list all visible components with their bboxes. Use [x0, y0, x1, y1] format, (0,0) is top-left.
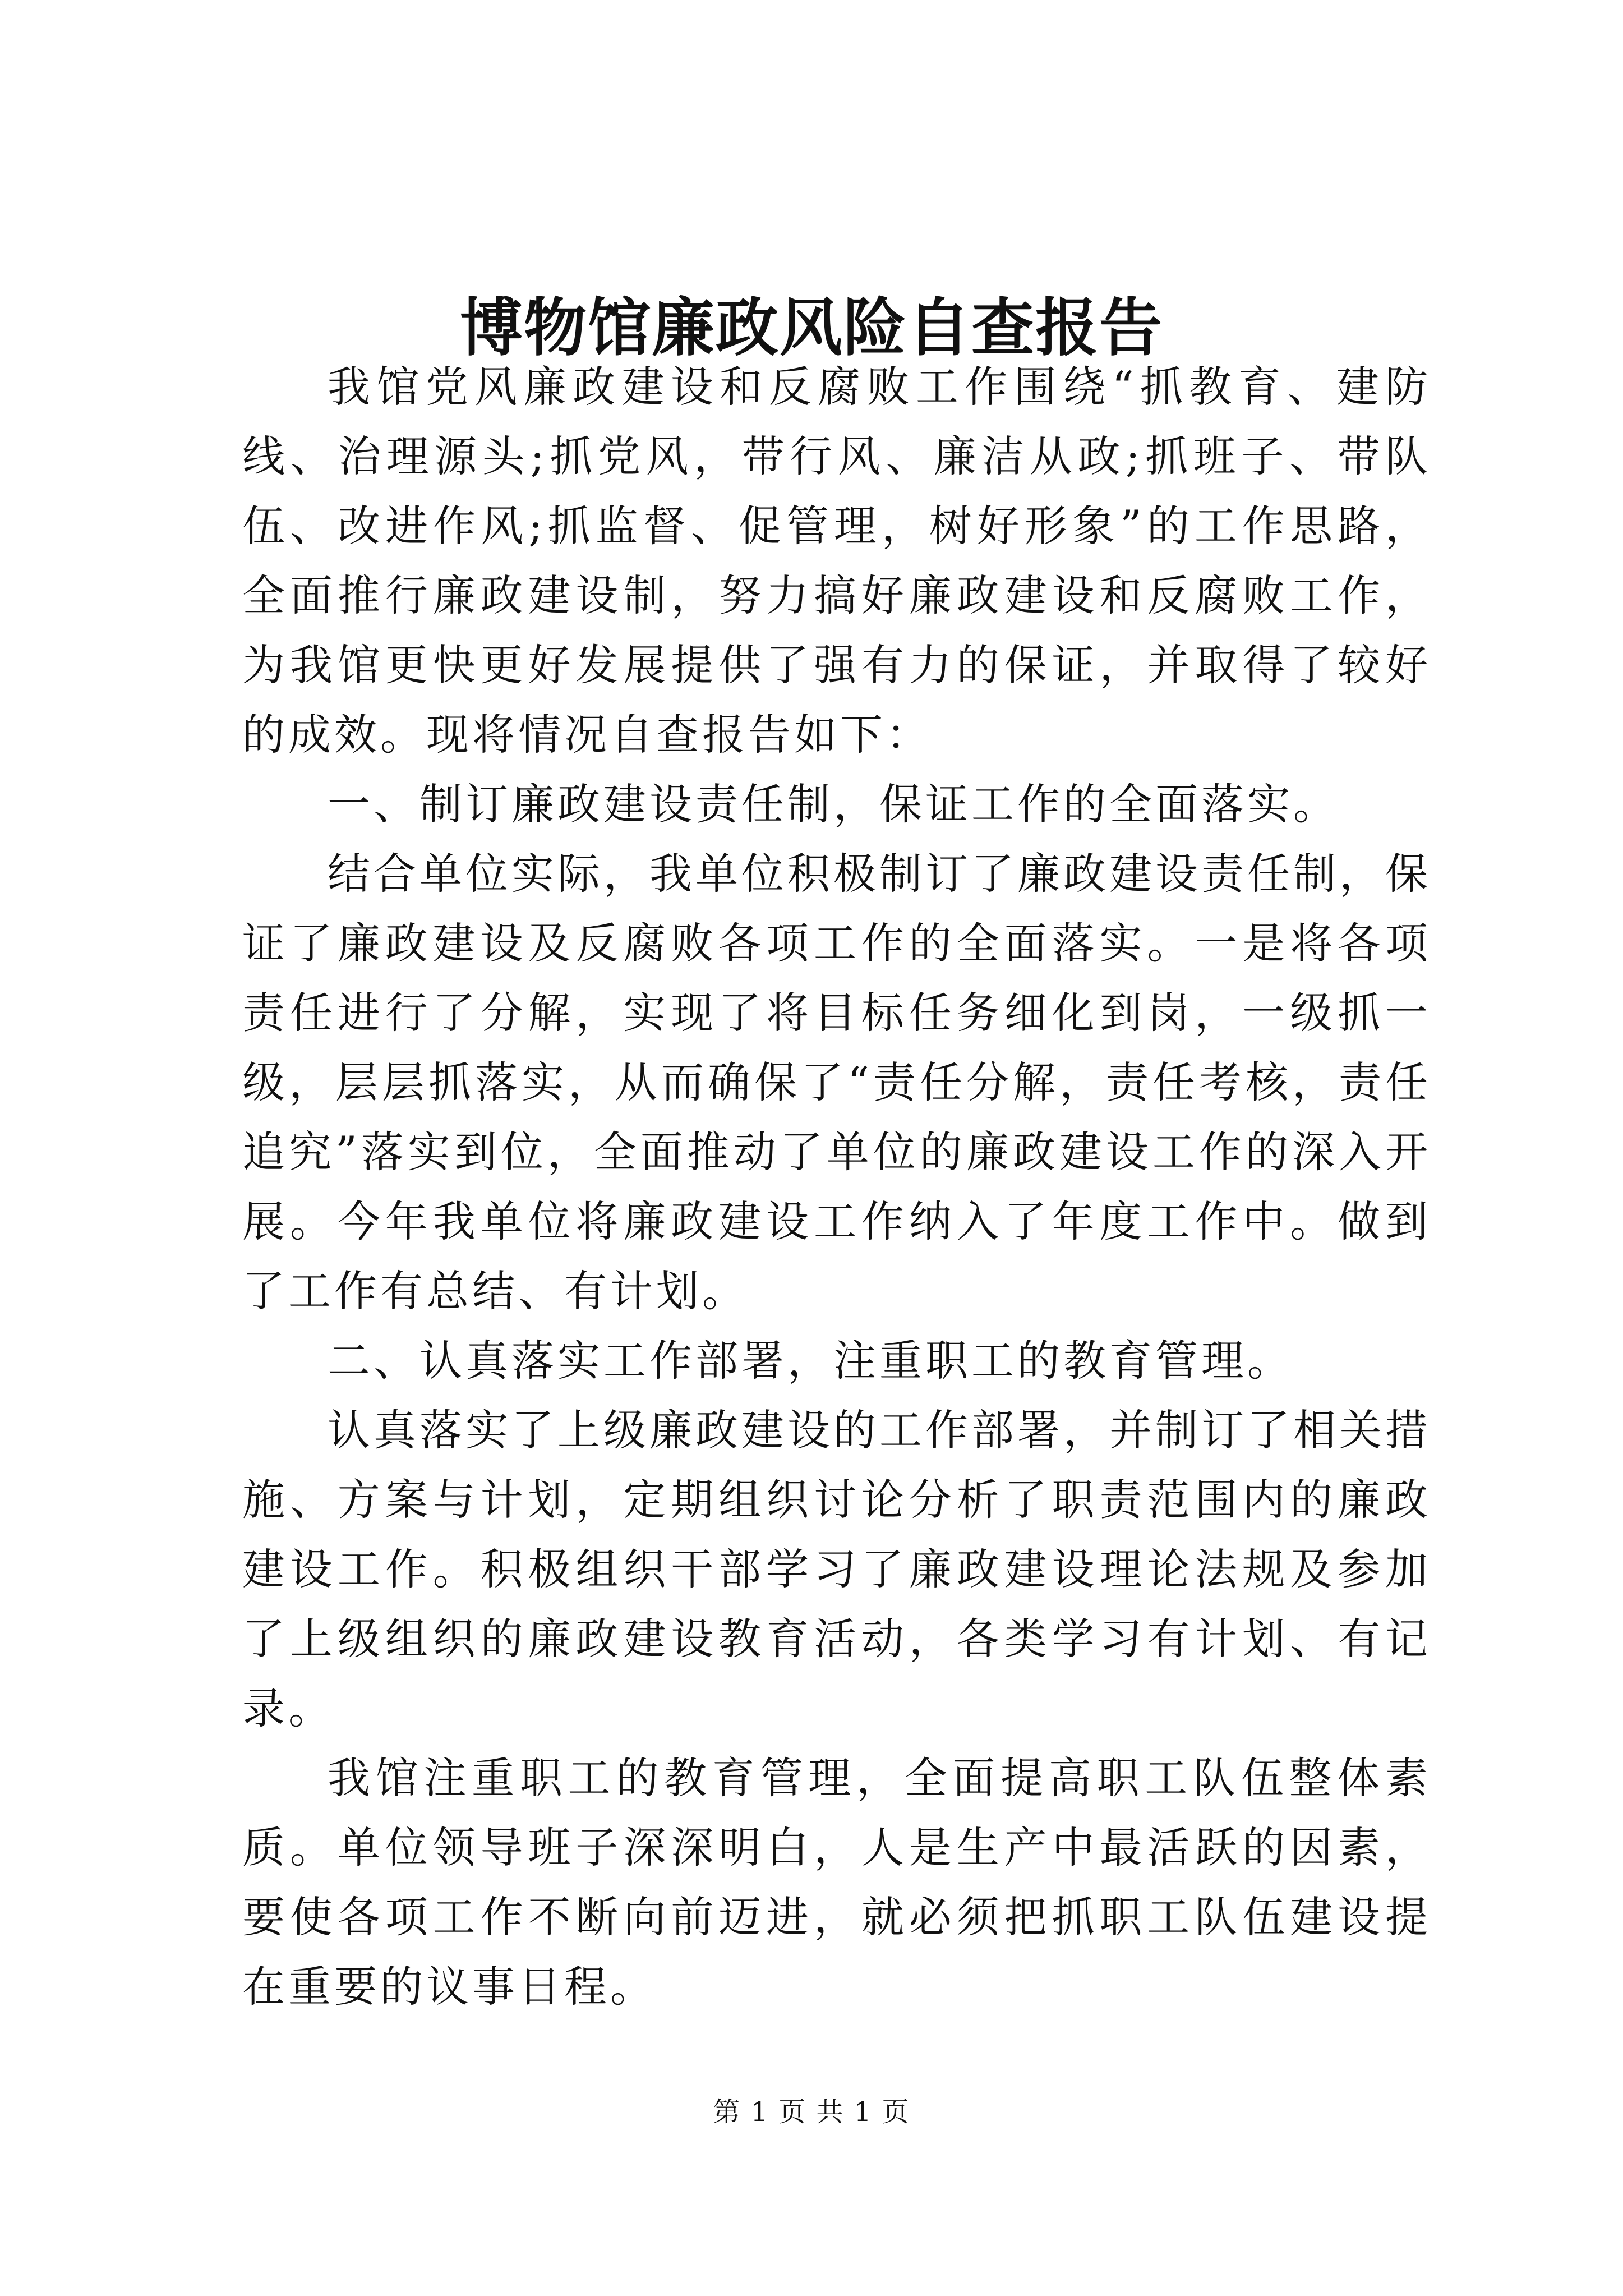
- page-footer: 第 1 页 共 1 页: [713, 2096, 910, 2128]
- document-title: 博物馆廉政风险自查报告: [460, 291, 1163, 365]
- section-heading-1: 一、制订廉政建设责任制，保证工作的全面落实。: [328, 779, 1339, 829]
- section-1-paragraph: 结合单位实际，我单位积极制订了廉政建设责任制，保证了廉政建设及反腐败各项工作的全面落实。一是将各项责任进行了分解，实现了将目标任务细化到岗，一级抓一级，层层抓落实，从而确保了“责任分解，责任考核，责任追究”落实到位，全面推动了单位的廉政建设工作的深入开展。今年我单位将廉政建设工作纳入了年度工作中。做到了工作有总结、有计划。: [242, 849, 1431, 1316]
- section-2-paragraph-1: 认真落实了上级廉政建设的工作部署，并制订了相关措施、方案与计划，定期组织讨论分析了职责范围内的廉政建设工作。积极组织干部学习了廉政建设理论法规及参加了上级组织的廉政建设教育活动，各类学习有计划、有记录。: [242, 1405, 1431, 1733]
- intro-paragraph: 我馆党风廉政建设和反腐败工作围绕“抓教育、建防线、治理源头;抓党风，带行风、廉洁从政;抓班子、带队伍、改进作风;抓监督、促管理，树好形象”的工作思路，全面推行廉政建设制，努力搞好廉政建设和反腐败工作，为我馆更快更好发展提供了强有力的保证，并取得了较好的成效。现将情况自查报告如下：: [242, 362, 1431, 760]
- document-body: [242, 352, 1431, 2022]
- section-2-paragraph-2: 我馆注重职工的教育管理，全面提高职工队伍整体素质。单位领导班子深深明白，人是生产中最活跃的因素，要使各项工作不断向前迈进，就必须把抓职工队伍建设提在重要的议事日程。: [242, 1753, 1431, 2012]
- section-heading-2: 二、认真落实工作部署，注重职工的教育管理。: [328, 1336, 1293, 1386]
